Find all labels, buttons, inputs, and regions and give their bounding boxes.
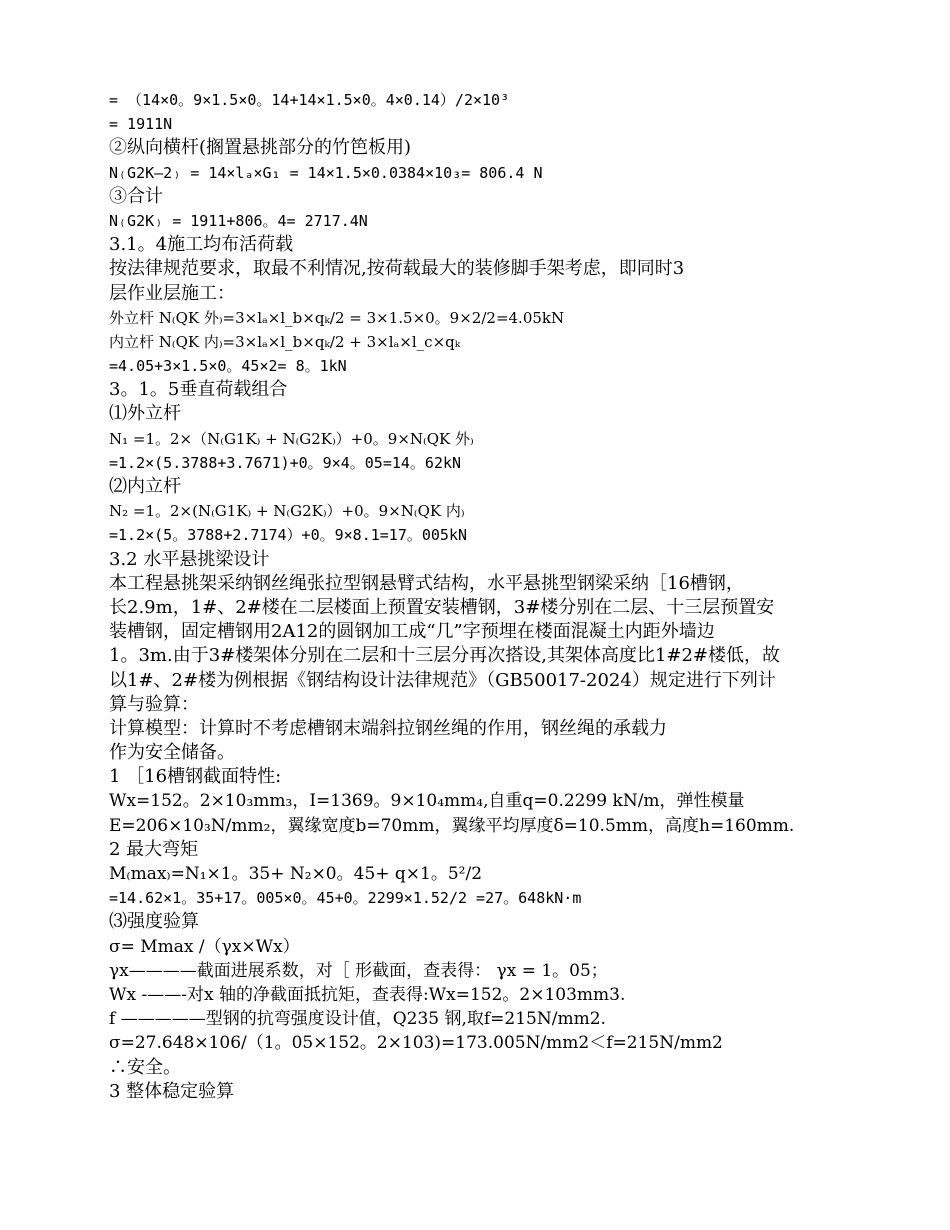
text-line: 装槽钢，固定槽钢用2A12的圆钢加工成“几”字预埋在楼面混凝土内距外墙边	[109, 621, 715, 643]
text-line: σ= Mmax /（γx×Wx）	[109, 936, 300, 957]
text-line: = （14×0。9×1.5×0。14+14×1.5×0。4×0.14）/2×10³	[109, 91, 510, 109]
text-line: N₍G2K—2₎ = 14×lₐ×G₁ = 14×1.5×0.0384×10₃= 806.4 N	[109, 163, 543, 182]
text-line: N₍G2K₎ = 1911+806。4= 2717.4N	[109, 211, 368, 230]
text-line: 以1#、2#楼为例根据《钢结构设计法律规范》（GB50017-2024）规定进行下列计	[109, 669, 776, 691]
text-line: ③合计	[109, 185, 163, 207]
text-line: ②纵向横杆(搁置悬挑部分的竹笆板用)	[109, 137, 412, 159]
text-line: Wx -——-对x 轴的净截面抵抗矩，查表得:Wx=152。2×103mm3.	[109, 984, 626, 1005]
text-line: 层作业层施工：	[109, 282, 235, 304]
text-line: M₍max₎=N₁×1。35+ N₂×0。45+ q×1。5²/2	[109, 864, 483, 884]
section-heading: ⑶强度验算	[109, 911, 199, 933]
text-line: E=206×10₃N/mm₂，翼缘宽度b=70mm，翼缘平均厚度δ=10.5mm，高度h=160mm.	[109, 815, 795, 836]
section-heading: 3.2 水平悬挑梁设计	[109, 548, 270, 570]
text-line: =4.05+3×1.5×0。45×2= 8。1kN	[109, 357, 347, 376]
text-line: 1。3m.由于3#楼架体分别在二层和十三层分再次搭设,其架体高度比1#2#楼低，故	[109, 645, 781, 667]
text-line: 本工程悬挑架采纳钢丝绳张拉型钢悬臂式结构，水平悬挑型钢梁采纳［16槽钢，	[109, 572, 744, 594]
text-line: 算与验算：	[109, 693, 199, 715]
document-body	[109, 88, 899, 1104]
section-heading: 2 最大弯矩	[109, 838, 199, 860]
text-line: =14.62×1。35+17。005×0。45+0。2299×1.52/2 =27。648kN·m	[109, 889, 582, 908]
text-line: N₁ =1。2×（N₍G1K₎ + N₍G2K₎）+0。9×N₍QK 外₎	[109, 429, 474, 448]
text-line: ⑵内立杆	[109, 476, 181, 497]
text-line: 计算模型：计算时不考虑槽钢末端斜拉钢丝绳的作用，钢丝绳的承载力	[109, 717, 667, 739]
text-line: ⑴外立杆	[109, 403, 181, 425]
section-heading: 3。1。5垂直荷载组合	[109, 379, 288, 401]
section-heading: 3 整体稳定验算	[109, 1080, 235, 1102]
text-line: f —————型钢的抗弯强度设计值，Q235 钢,取f=215N/mm2.	[109, 1009, 606, 1030]
section-heading: 1 ［16槽钢截面特性:	[109, 766, 282, 788]
text-line: =1.2×(5。3788+2.7174）+0。9×8.1=17。005kN	[109, 526, 468, 545]
text-line: γx————截面进展系数，对［ 形截面，查表得： γx = 1。05；	[109, 960, 608, 981]
text-line: 内立杆 N₍QK 内₎=3×lₐ×l_b×qₖ/2 + 3×lₐ×l_c×qₖ	[109, 332, 461, 351]
text-line: 按法律规范要求，取最不利情况,按荷载最大的装修脚手架考虑，即同时3	[109, 258, 685, 280]
text-line: 长2.9m，1#、2#楼在二层楼面上预置安装槽钢，3#楼分别在二层、十三层预置安	[109, 596, 775, 618]
text-line: Wx=152。2×10₃mm₃，I=1369。9×10₄mm₄,自重q=0.2299 kN/m，弹性模量	[109, 791, 745, 812]
text-line: 外立杆 N₍QK 外₎=3×lₐ×l_b×qₖ/2 = 3×1.5×0。9×2/2=4.05kN	[109, 308, 565, 327]
text-line: = 1911N	[109, 115, 173, 134]
text-line: ∴安全。	[109, 1056, 181, 1078]
text-line: N₂ =1。2×(N₍G1K₎ + N₍G2K₎）+0。9×N₍QK 内₎	[109, 502, 465, 521]
text-line: =1.2×(5.3788+3.7671)+0。9×4。05=14。62kN	[109, 453, 462, 472]
section-heading: 3.1。4施工均布活荷载	[109, 234, 294, 256]
text-line: 作为安全储备。	[109, 742, 235, 764]
text-line: σ=27.648×106/（1。05×152。2×103)=173.005N/mm2＜f=215N/mm2	[109, 1033, 723, 1054]
